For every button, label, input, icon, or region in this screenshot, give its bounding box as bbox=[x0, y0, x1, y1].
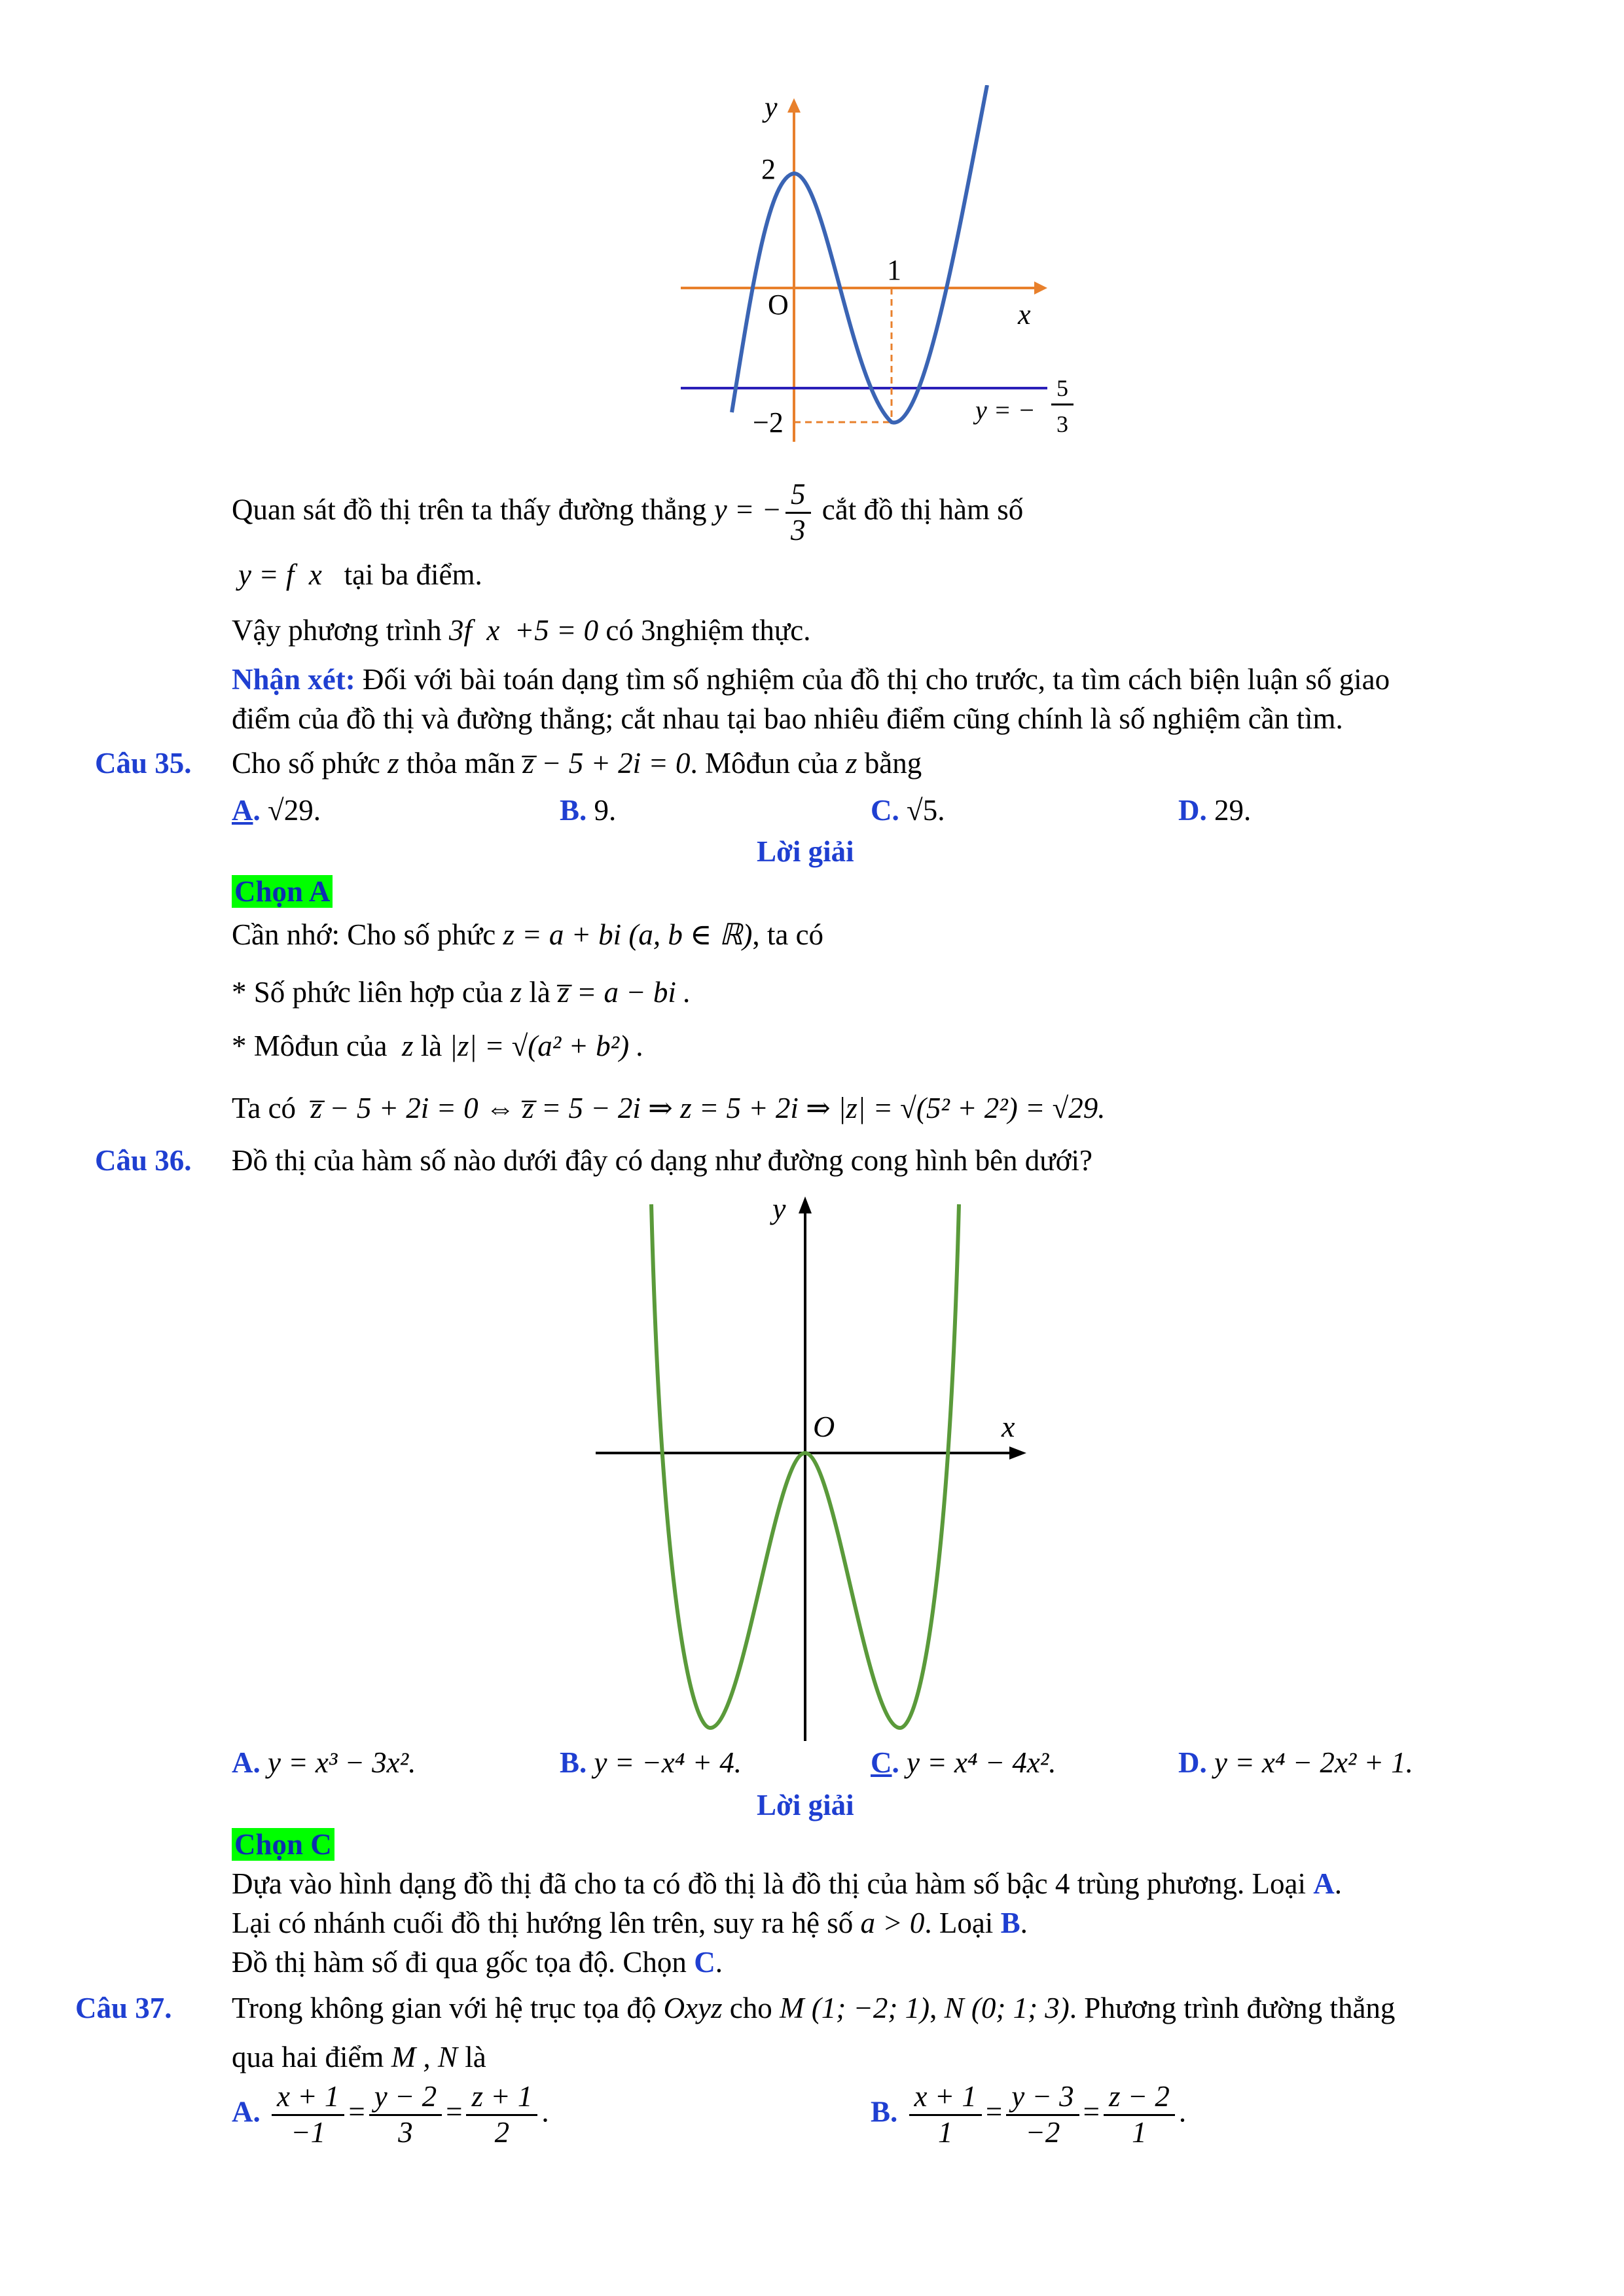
tick-minus-2: −2 bbox=[753, 406, 784, 439]
tick-2: 2 bbox=[761, 153, 776, 185]
q36-reason-2: Lại có nhánh cuối đồ thị hướng lên trên, suy ra hệ số a > 0. Loại B. bbox=[232, 1907, 1028, 1939]
q35-option-c[interactable]: C. √5. bbox=[871, 794, 945, 827]
q36-option-c[interactable]: C. y = x⁴ − 4x². bbox=[871, 1746, 1056, 1779]
q35-option-a[interactable]: A. √29. bbox=[232, 794, 321, 827]
q35-option-d[interactable]: D. 29. bbox=[1178, 794, 1252, 827]
x-axis-label: x bbox=[1018, 298, 1031, 331]
q35-conjugate: * Số phức liên hợp của z là z̅ = a − bi . bbox=[232, 976, 691, 1009]
quartic-graph bbox=[589, 1191, 1047, 1748]
q36-option-d[interactable]: D. y = x⁴ − 2x² + 1. bbox=[1178, 1746, 1413, 1779]
origin-label: O bbox=[768, 289, 789, 321]
q36-option-b[interactable]: B. y = −x⁴ + 4. bbox=[560, 1746, 742, 1779]
question-35-number: Câu 35. bbox=[95, 747, 192, 780]
y-axis-label: y bbox=[765, 91, 778, 123]
q35-final: Ta có z̅ − 5 + 2i = 0 ⇔ z̅ = 5 − 2i ⇒ z = 5 + 2i ⇒ |z| = √(5² + 2²) = √29. bbox=[232, 1092, 1106, 1124]
q35-option-b[interactable]: B. 9. bbox=[560, 794, 617, 827]
question-37-text-1: Trong không gian với hệ trục tọa độ Oxyz cho M (1; −2; 1), N (0; 1; 3). Phương trình đường thẳng bbox=[232, 1992, 1396, 2024]
line-label-den: 3 bbox=[1056, 411, 1068, 437]
remark-label: Nhận xét: bbox=[232, 663, 355, 696]
y-axis-label: y bbox=[772, 1192, 786, 1225]
question-36-text: Đồ thị của hàm số nào dưới đây có dạng như đường cong hình bên dưới? bbox=[232, 1144, 1092, 1177]
three-points-line: y = f x tại ba điểm. bbox=[238, 558, 482, 591]
q36-reason-3: Đồ thị hàm số đi qua gốc tọa độ. Chọn C. bbox=[232, 1946, 723, 1979]
q35-choose: Chọn A bbox=[232, 873, 333, 910]
question-36-number: Câu 36. bbox=[95, 1144, 192, 1177]
q37-option-b[interactable]: B. $\frac{x + 1}{1}$ = $\frac{y - 3}{-2}$ = $\frac{z - 2}{1}$ . bbox=[871, 2080, 1187, 2149]
observation-line bbox=[232, 478, 1023, 548]
x-axis-label: x bbox=[1001, 1410, 1015, 1443]
conclusion-line: Vậy phương trình 3f x +5 = 0 có 3nghiệm thực. bbox=[232, 614, 811, 647]
question-37-number: Câu 37. bbox=[75, 1992, 172, 2024]
q36-choose: Chọn C bbox=[232, 1826, 334, 1863]
cubic-curve bbox=[732, 85, 987, 423]
x-axis-arrow bbox=[1009, 1446, 1026, 1460]
math: y = − bbox=[713, 493, 782, 526]
cubic-graph bbox=[655, 85, 1113, 458]
x-axis-arrow bbox=[1034, 281, 1047, 295]
line-label: y = − bbox=[975, 395, 1036, 425]
tick-1: 1 bbox=[887, 254, 901, 286]
q36-reason-1: Dựa vào hình dạng đồ thị đã cho ta có đồ thị là đồ thị của hàm số bậc 4 trùng phương. Loại A. bbox=[232, 1867, 1342, 1900]
q35-solution-heading: Lời giải bbox=[757, 835, 854, 868]
q35-recall: Cần nhớ: Cho số phức z = a + bi (a, b ∈ ℝ), ta có bbox=[232, 918, 824, 951]
origin-label: O bbox=[813, 1410, 835, 1443]
q35-modulus: * Môđun của z là |z| = √(a² + b²) . bbox=[232, 1030, 644, 1062]
text: Quan sát đồ thị trên ta thấy đường thẳng bbox=[232, 493, 707, 526]
remark-line-1: Nhận xét: Đối với bài toán dạng tìm số nghiệm của đồ thị cho trước, ta tìm cách biện luận số giao bbox=[232, 663, 1390, 696]
remark-line-2: điểm của đồ thị và đường thẳng; cắt nhau tại bao nhiêu điểm cũng chính là số nghiệm cần tìm. bbox=[232, 702, 1343, 735]
fraction: $\frac{5}{3}$ bbox=[785, 478, 811, 548]
text: cắt đồ thị hàm số bbox=[821, 493, 1024, 526]
q36-option-a[interactable]: A. y = x³ − 3x². bbox=[232, 1746, 416, 1779]
y-axis-arrow bbox=[799, 1196, 812, 1213]
y-axis-arrow bbox=[787, 98, 801, 113]
line-label-num: 5 bbox=[1056, 375, 1068, 401]
q37-option-a[interactable]: A. $\frac{x + 1}{-1}$ = $\frac{y - 2}{3}$ = $\frac{z + 1}{2}$ . bbox=[232, 2080, 549, 2149]
q36-solution-heading: Lời giải bbox=[757, 1789, 854, 1821]
question-35-text: Cho số phức z thỏa mãn z̅ − 5 + 2i = 0. Môđun của z bằng bbox=[232, 747, 922, 780]
question-37-text-2: qua hai điểm M , N là bbox=[232, 2041, 486, 2073]
